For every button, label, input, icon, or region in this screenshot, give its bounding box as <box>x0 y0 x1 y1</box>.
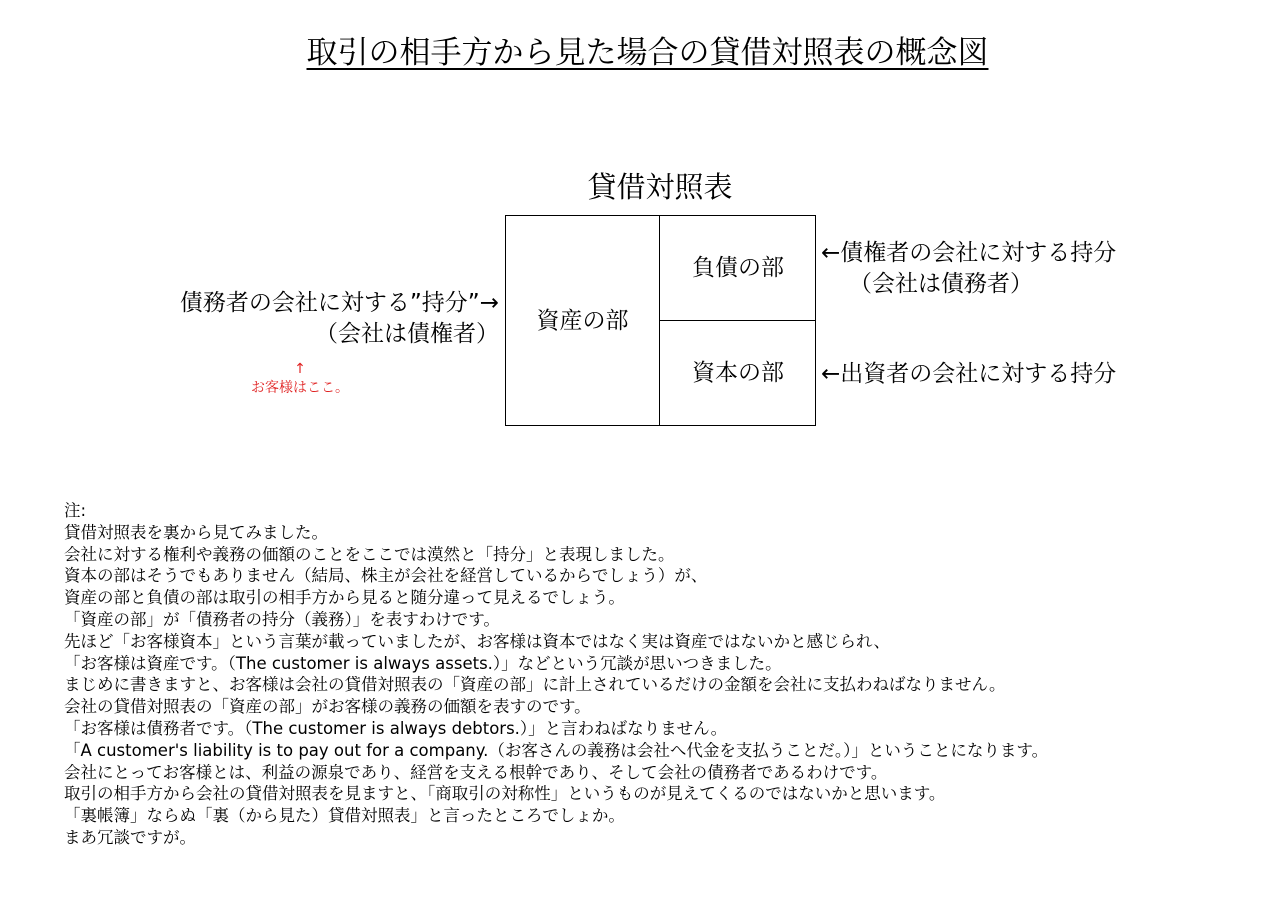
liabilities-section-label: 負債の部 <box>692 255 784 281</box>
balance-sheet-title: 貸借対照表 <box>587 170 733 204</box>
note-line: 資産の部と負債の部は取引の相手方から見ると随分違って見えるでしょう。 <box>64 588 625 608</box>
note-line: まあ冗談ですが。 <box>64 827 196 847</box>
creditor-share-label <box>821 238 1116 300</box>
note-line: 「資産の部」が「債務者の持分（義務）」を表すわけです。 <box>64 609 500 629</box>
note-line: 貸借対照表を裏から見てみました。 <box>64 522 328 542</box>
debtor-share-line2: （会社は債権者） <box>315 321 499 347</box>
note-line: 「お客様は資産です。（The customer is always assets.）」などという冗談が思いつきました。 <box>64 653 782 673</box>
note-line: 「お客様は債務者です。（The customer is always debtors.）」と言わねばなりません。 <box>64 718 728 738</box>
debtor-share-label <box>180 288 499 350</box>
note-line: 「裏帳簿」ならぬ「裏（から見た）貸借対照表」と言ったところでしょか。 <box>64 806 625 826</box>
page-title: 取引の相手方から見た場合の貸借対照表の概念図 <box>306 35 989 71</box>
investor-share-label: ←出資者の会社に対する持分 <box>821 361 1117 387</box>
note-line: まじめに書きますと、お客様は会社の貸借対照表の「資産の部」に計上されているだけの金額を会社に支払わねばなりません。 <box>64 675 1006 695</box>
note-line: 会社にとってお客様とは、利益の源泉であり、経営を支える根幹であり、そして会社の債務者であるわけです。 <box>64 762 888 782</box>
assets-section-label: 資産の部 <box>536 308 629 334</box>
creditor-share-line2: （会社は債務者） <box>849 271 1033 297</box>
note-line: 先ほど「お客様資本」という言葉が載っていましたが、お客様は資本ではなく実は資産ではないかと感じられ、 <box>64 631 890 651</box>
note-line: 注: <box>64 501 87 520</box>
up-arrow-icon: ↑ <box>294 361 306 377</box>
note-line: 取引の相手方から会社の貸借対照表を見ますと、「商取引の対称性」というものが見えてくるのではないかと思います。 <box>64 784 946 804</box>
note-line: 「A customer's liability is to pay out for a company.（お客さんの義務は会社へ代金を支払うことだ。）」ということになります。 <box>64 740 1049 760</box>
customer-note <box>240 360 360 398</box>
creditor-share-line1: ←債権者の会社に対する持分 <box>821 240 1117 266</box>
equity-section-label: 資本の部 <box>692 360 784 386</box>
note-line: 会社の貸借対照表の「資産の部」がお客様の義務の価額を表すのです。 <box>64 697 591 717</box>
note-line: 資本の部はそうでもありません（結局、株主が会社を経営しているからでしょう）が、 <box>64 566 708 586</box>
balance-sheet-divider-horizontal <box>659 320 816 321</box>
note-line: 会社に対する権利や義務の価額のことをここでは漠然と「持分」と表現しました。 <box>64 544 675 564</box>
debtor-share-line1: 債務者の会社に対する”持分”→ <box>179 290 499 316</box>
notes-block <box>64 500 1048 849</box>
customer-note-text: お客様はここ。 <box>251 380 349 396</box>
